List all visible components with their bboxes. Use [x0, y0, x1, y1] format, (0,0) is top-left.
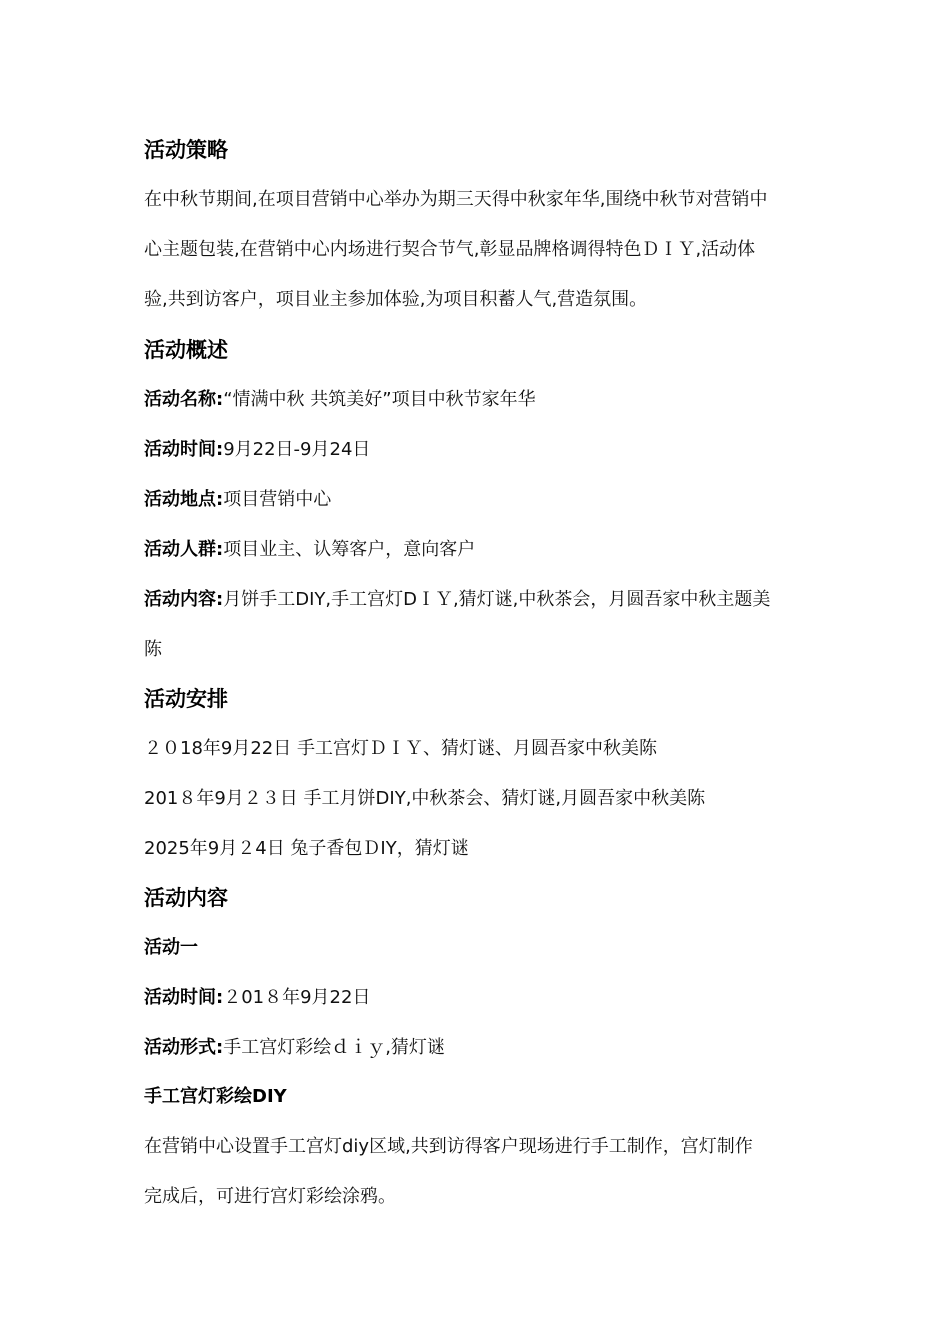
- overview-time-row: [144, 437, 814, 463]
- overview-name-row: [144, 387, 814, 413]
- section-heading-strategy: 活动策略: [144, 138, 228, 162]
- schedule-item-day-3: 2025年9月２4日 兔子香包ＤIY，猜灯谜: [144, 838, 469, 859]
- activity-one-time-value: ２01８年9月22日: [223, 987, 371, 1008]
- overview-time-value: 9月22日-9月24日: [223, 439, 371, 460]
- strategy-paragraph-line-3: 验,共到访客户，项目业主参加体验,为项目积蓄人气,营造氛围。: [144, 289, 648, 310]
- activity-one-time-label: 活动时间:: [144, 987, 224, 1008]
- schedule-item-day-2: 201８年9月２３日 手工月饼DIY,中秋茶会、猜灯谜,月圆吾家中秋美陈: [144, 788, 706, 809]
- lantern-paragraph-line-2: 完成后，可进行宫灯彩绘涂鸦。: [144, 1186, 396, 1207]
- overview-time-label: 活动时间:: [144, 439, 224, 460]
- schedule-item-day-1: ２０18年9月22日 手工宫灯ＤＩＹ、猜灯谜、月圆吾家中秋美陈: [144, 738, 657, 759]
- overview-place-value: 项目营销中心: [223, 489, 332, 510]
- overview-people-label: 活动人群:: [144, 539, 224, 560]
- activity-one-form-value: 手工宫灯彩绘ｄｉｙ,猜灯谜: [223, 1037, 445, 1058]
- overview-place-row: [144, 487, 814, 513]
- overview-content-row: [144, 587, 814, 613]
- overview-people-value: 项目业主、认筹客户，意向客户: [223, 539, 476, 560]
- activity-one-time-row: [144, 985, 814, 1011]
- overview-name-label: 活动名称:: [144, 389, 224, 410]
- section-heading-overview: 活动概述: [144, 338, 228, 362]
- activity-one-heading: 活动一: [144, 937, 198, 958]
- section-heading-content: 活动内容: [144, 886, 228, 910]
- strategy-paragraph-line-1: 在中秋节期间,在项目营销中心举办为期三天得中秋家年华,围绕中秋节对营销中: [144, 189, 768, 210]
- overview-content-continuation: 陈: [144, 639, 162, 660]
- activity-one-form-row: [144, 1035, 814, 1061]
- overview-people-row: [144, 537, 814, 563]
- strategy-paragraph-line-2: 心主题包装,在营销中心内场进行契合节气,彰显品牌格调得特色ＤＩＹ,活动体: [144, 239, 756, 260]
- overview-content-value: 月饼手工DIY,手工宫灯DＩＹ,猜灯谜,中秋茶会，月圆吾家中秋主题美: [223, 589, 771, 610]
- overview-name-value: “情满中秋 共筑美好”项目中秋节家年华: [223, 389, 536, 410]
- overview-content-label: 活动内容:: [144, 589, 224, 610]
- activity-one-form-label: 活动形式:: [144, 1037, 224, 1058]
- lantern-diy-heading: 手工宫灯彩绘DIY: [144, 1086, 287, 1107]
- section-heading-schedule: 活动安排: [144, 687, 228, 711]
- overview-place-label: 活动地点:: [144, 489, 224, 510]
- lantern-paragraph-line-1: 在营销中心设置手工宫灯diy区域,共到访得客户现场进行手工制作，宫灯制作: [144, 1136, 753, 1157]
